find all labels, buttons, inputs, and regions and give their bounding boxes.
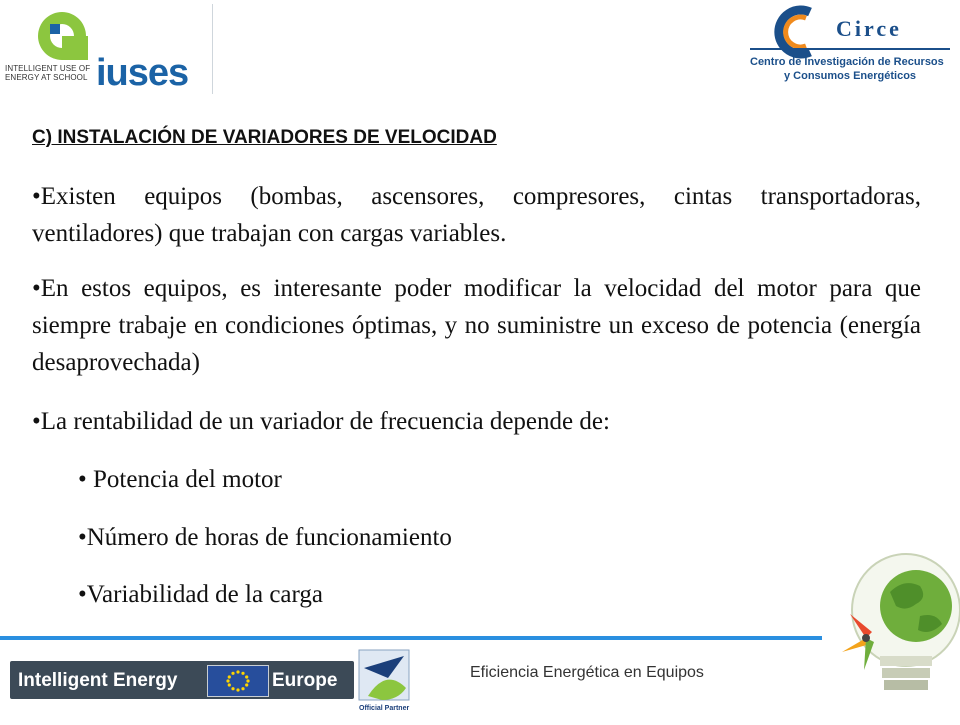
- footer-title: Eficiencia Energética en Equipos: [470, 664, 704, 681]
- iuses-wordmark: iuses: [96, 52, 189, 94]
- circe-wordmark: Circe: [836, 16, 902, 41]
- section-title: C) INSTALACIÓN DE VARIADORES DE VELOCIDAD: [32, 127, 497, 148]
- circe-subtitle-line1: Centro de Investigación de Recursos: [750, 56, 944, 68]
- light-bulb-icon: [820, 552, 960, 720]
- sub-bullet-item: •Variabilidad de la carga: [78, 581, 323, 608]
- ie-banner-left-text: Intelligent Energy: [18, 670, 178, 691]
- iuses-tagline: INTELLIGENT USE OF ENERGY AT SCHOOL: [5, 64, 91, 82]
- light-bulb-globe-image: [820, 552, 960, 720]
- sub-bullet-item: •Número de horas de funcionamiento: [78, 524, 452, 551]
- circe-subtitle-line2: y Consumos Energéticos: [784, 70, 917, 82]
- footer-divider: [0, 636, 822, 640]
- bullet-paragraph: •Existen equipos (bombas, ascensores, compresores, cintas transportadoras, ventiladores) que trabajan con cargas variables.: [32, 183, 921, 247]
- bullet-paragraph: •La rentabilidad de un variador de frecuencia depende de:: [32, 408, 610, 435]
- bullet-paragraph: •En estos equipos, es interesante poder modificar la velocidad del motor para que siempre trabaje en condiciones óptimas, y no suministre un exceso de potencia (energía desaprovechada): [32, 275, 921, 376]
- sub-bullet-item: • Potencia del motor: [78, 466, 282, 493]
- eu-flag-icon: [207, 665, 269, 697]
- ie-banner-right-text: Europe: [272, 670, 338, 691]
- partner-label: Official Partner: [359, 705, 410, 712]
